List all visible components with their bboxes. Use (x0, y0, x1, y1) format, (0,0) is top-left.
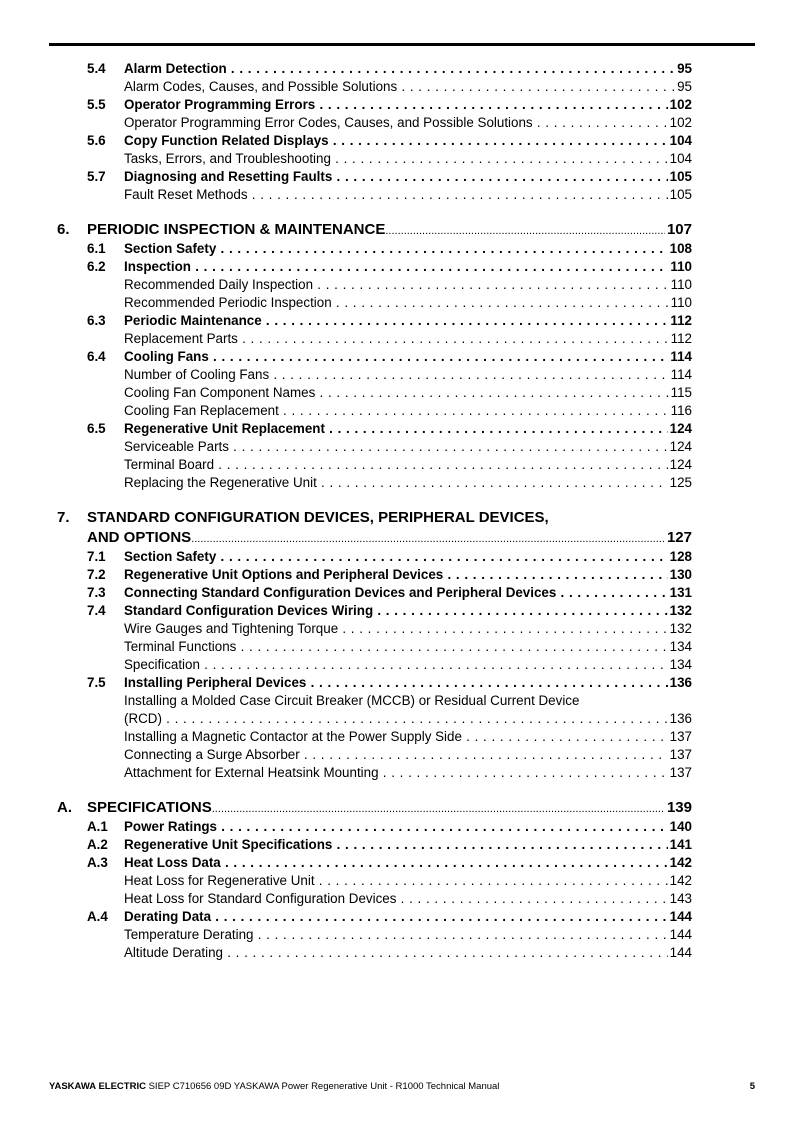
toc-subentry[interactable] (0, 294, 793, 312)
toc-entry-a-4[interactable] (0, 908, 793, 926)
toc-entry-page: 132 (669, 603, 692, 618)
toc-subentry[interactable] (0, 638, 793, 656)
toc-entry-title: Cooling Fans . . . (124, 348, 692, 366)
toc-entry-title: Operator Programming Errors . . . (124, 96, 692, 114)
toc-entry-number: A.1 (87, 819, 108, 834)
toc-subentry-title: Installing a Molded Case Circuit Breaker (MCCB) or Residual Current Device (124, 693, 580, 708)
toc-subentry[interactable] (0, 746, 793, 764)
toc-subentry-title: Connecting a Surge Absorber . . . (124, 746, 692, 764)
toc-entry-title: Section Safety . . . (124, 240, 692, 258)
toc-entry-number: 7.2 (87, 567, 106, 582)
toc-entry-title: Power Ratings . . . (124, 818, 692, 836)
toc-subentry[interactable] (0, 620, 793, 638)
toc-subentry-title-continued: (RCD) . . . (124, 710, 692, 728)
toc-entry-7-1[interactable] (0, 548, 793, 566)
toc-entry-number: 5.6 (87, 133, 106, 148)
toc-subentry-title: Fault Reset Methods . . . (124, 186, 692, 204)
footer-document-title: SIEP C710656 09D YASKAWA Power Regenerative Unit - R1000 Technical Manual (148, 1081, 500, 1092)
toc-entry-page: 112 (670, 313, 692, 328)
toc-subentry[interactable] (0, 710, 793, 728)
toc-subentry[interactable] (0, 330, 793, 348)
toc-subentry-page: 102 (669, 115, 692, 130)
toc-subentry[interactable] (0, 78, 793, 96)
toc-entry-title: Section Safety . . . (124, 548, 692, 566)
toc-entry-5-7[interactable] (0, 168, 793, 186)
toc-subentry-page: 137 (669, 729, 692, 744)
toc-subentry-title: Cooling Fan Replacement . . . (124, 402, 692, 420)
toc-entry-number: 5.4 (87, 61, 106, 76)
toc-subentry[interactable] (0, 474, 793, 492)
toc-subentry-page: 124 (669, 439, 692, 454)
toc-entry-title: Connecting Standard Configuration Devices and Peripheral Devices . . . (124, 584, 692, 602)
toc-subentry-page: 95 (677, 79, 692, 94)
toc-entry-a-2[interactable] (0, 836, 793, 854)
toc-entry-number: A.3 (87, 855, 108, 870)
toc-entry-page: 140 (669, 819, 692, 834)
toc-entry-page: 144 (669, 909, 692, 924)
toc-entry-a-3[interactable] (0, 854, 793, 872)
toc-subentry-page: 105 (669, 187, 692, 202)
toc-subentry-page: 110 (670, 295, 692, 310)
toc-subentry-page: 110 (670, 277, 692, 292)
toc-subentry[interactable] (0, 944, 793, 962)
toc-entry-5-6[interactable] (0, 132, 793, 150)
toc-subentry[interactable] (0, 366, 793, 384)
chapter-title: SPECIFICATIONS ..... (87, 798, 692, 819)
toc-entry-number: 6.2 (87, 259, 106, 274)
toc-subentry-title: Wire Gauges and Tightening Torque . . . (124, 620, 692, 638)
toc-entry-number: 7.4 (87, 603, 106, 618)
toc-entry-page: 114 (670, 349, 692, 364)
toc-subentry[interactable] (0, 872, 793, 890)
toc-subentry-page: 104 (669, 151, 692, 166)
toc-subentry-page: 136 (669, 711, 692, 726)
toc-chapter-6[interactable] (0, 220, 793, 240)
toc-subentry[interactable] (0, 926, 793, 944)
toc-subentry-page: 134 (669, 657, 692, 672)
toc-entry-page: 131 (669, 585, 692, 600)
toc-entry-page: 136 (669, 675, 692, 690)
toc-entry-number: 7.1 (87, 549, 106, 564)
toc-entry-page: 108 (669, 241, 692, 256)
toc-entry-7-3[interactable] (0, 584, 793, 602)
toc-subentry-title: Cooling Fan Component Names . . . (124, 384, 692, 402)
toc-subentry-page: 115 (670, 385, 692, 400)
toc-entry-title: Periodic Maintenance . . . (124, 312, 692, 330)
toc-subentry-page: 114 (670, 367, 692, 382)
toc-entry-7-2[interactable] (0, 566, 793, 584)
toc-subentry-page: 125 (669, 475, 692, 490)
toc-entry-number: 6.3 (87, 313, 106, 328)
footer-page-number: 5 (749, 1081, 755, 1092)
toc-subentry-page: 124 (669, 457, 692, 472)
toc-entry-title: Inspection . . . (124, 258, 692, 276)
toc-chapter-7-title-line1[interactable] (0, 508, 793, 528)
toc-subentry-title: Tasks, Errors, and Troubleshooting . . . (124, 150, 692, 168)
toc-entry-6-1[interactable] (0, 240, 793, 258)
toc-subentry-title: Temperature Derating . . . (124, 926, 692, 944)
toc-entry-number: 6.4 (87, 349, 106, 364)
toc-subentry-title: Serviceable Parts . . . (124, 438, 692, 456)
toc-subentry-title: Alarm Codes, Causes, and Possible Solutions . . . (124, 78, 692, 96)
footer-company: YASKAWA ELECTRIC (49, 1081, 146, 1092)
toc-subentry-title: Operator Programming Error Codes, Causes, and Possible Solutions . . . (124, 114, 692, 132)
toc-subentry-title: Recommended Daily Inspection . . . (124, 276, 692, 294)
toc-subentry-title: Number of Cooling Fans . . . (124, 366, 692, 384)
toc-entry-6-3[interactable] (0, 312, 793, 330)
toc-entry-page: 124 (669, 421, 692, 436)
chapter-number: A. (57, 799, 72, 816)
toc-subentry[interactable] (0, 384, 793, 402)
toc-subentry-title: Specification . . . (124, 656, 692, 674)
toc-entry-7-4[interactable] (0, 602, 793, 620)
toc-entry-6-4[interactable] (0, 348, 793, 366)
toc-entry-title: Diagnosing and Resetting Faults . . . (124, 168, 692, 186)
toc-entry-title: Heat Loss Data . . . (124, 854, 692, 872)
chapter-number: 7. (57, 509, 70, 526)
toc-subentry[interactable] (0, 150, 793, 168)
toc-subentry-title: Terminal Functions . . . (124, 638, 692, 656)
toc-subentry-title: Attachment for External Heatsink Mounting . . . (124, 764, 692, 782)
toc-subentry-page: 137 (669, 765, 692, 780)
toc-subentry-title: Installing a Magnetic Contactor at the Power Supply Side . . . (124, 728, 692, 746)
toc-chapter-7[interactable] (0, 528, 793, 548)
toc-entry-number: 7.3 (87, 585, 106, 600)
toc-subentry-page: 144 (669, 945, 692, 960)
toc-subentry[interactable] (0, 402, 793, 420)
chapter-title-continued: AND OPTIONS ..... (87, 528, 692, 549)
toc-subentry[interactable] (0, 890, 793, 908)
toc-subentry[interactable] (0, 456, 793, 474)
toc-entry-page: 128 (669, 549, 692, 564)
toc-subentry-title: Heat Loss for Standard Configuration Devices . . . (124, 890, 692, 908)
toc-subentry[interactable] (0, 656, 793, 674)
toc-entry-page: 130 (669, 567, 692, 582)
toc-entry-6-5[interactable] (0, 420, 793, 438)
toc-entry-number: 6.1 (87, 241, 106, 256)
toc-subentry[interactable] (0, 276, 793, 294)
toc-entry-title: Installing Peripheral Devices . . . (124, 674, 692, 692)
page-footer (49, 1081, 755, 1093)
toc-entry-number: 5.7 (87, 169, 106, 184)
toc-entry-5-4[interactable] (0, 60, 793, 78)
toc-chapter-a[interactable] (0, 798, 793, 818)
toc-subentry-page: 132 (669, 621, 692, 636)
toc-subentry-title: Recommended Periodic Inspection . . . (124, 294, 692, 312)
chapter-page: 107 (666, 221, 692, 238)
toc-subentry-page: 144 (669, 927, 692, 942)
toc-subentry[interactable] (0, 764, 793, 782)
chapter-title: STANDARD CONFIGURATION DEVICES, PERIPHERAL DEVICES, (87, 509, 549, 526)
toc-entry-6-2[interactable] (0, 258, 793, 276)
toc-subentry[interactable] (0, 114, 793, 132)
toc-subentry-title: Altitude Derating . . . (124, 944, 692, 962)
table-of-contents (0, 60, 793, 962)
toc-entry-7-5[interactable] (0, 674, 793, 692)
toc-entry-page: 102 (669, 97, 692, 112)
toc-subentry-page: 134 (669, 639, 692, 654)
toc-subentry-page: 116 (670, 403, 692, 418)
header-rule (49, 43, 755, 46)
toc-subentry-title: Heat Loss for Regenerative Unit . . . (124, 872, 692, 890)
chapter-page: 127 (666, 529, 692, 546)
toc-entry-page: 142 (669, 855, 692, 870)
toc-subentry-page: 137 (669, 747, 692, 762)
toc-subentry-title: Replacing the Regenerative Unit . . . (124, 474, 692, 492)
toc-subentry-title: Terminal Board . . . (124, 456, 692, 474)
toc-entry-title: Derating Data . . . (124, 908, 692, 926)
footer-doc-info (49, 1081, 499, 1092)
chapter-title: PERIODIC INSPECTION & MAINTENANCE ..... (87, 220, 692, 241)
toc-entry-page: 105 (669, 169, 692, 184)
toc-subentry-wrapped-line1[interactable] (0, 692, 793, 710)
toc-subentry[interactable] (0, 186, 793, 204)
toc-entry-title: Regenerative Unit Options and Peripheral Devices . . . (124, 566, 692, 584)
toc-entry-title: Regenerative Unit Specifications . . . (124, 836, 692, 854)
toc-entry-a-1[interactable] (0, 818, 793, 836)
toc-entry-page: 95 (677, 61, 692, 76)
toc-entry-5-5[interactable] (0, 96, 793, 114)
toc-subentry[interactable] (0, 438, 793, 456)
toc-entry-number: 7.5 (87, 675, 106, 690)
toc-subentry[interactable] (0, 728, 793, 746)
toc-entry-title: Regenerative Unit Replacement . . . (124, 420, 692, 438)
toc-entry-title: Copy Function Related Displays . . . (124, 132, 692, 150)
toc-subentry-title: Replacement Parts . . . (124, 330, 692, 348)
toc-entry-number: 6.5 (87, 421, 106, 436)
toc-entry-page: 110 (670, 259, 692, 274)
toc-entry-number: 5.5 (87, 97, 106, 112)
toc-entry-number: A.4 (87, 909, 108, 924)
chapter-number: 6. (57, 221, 70, 238)
toc-entry-page: 104 (669, 133, 692, 148)
toc-subentry-page: 143 (669, 891, 692, 906)
toc-entry-page: 141 (669, 837, 692, 852)
toc-entry-title: Standard Configuration Devices Wiring . . . (124, 602, 692, 620)
chapter-page: 139 (666, 799, 692, 816)
toc-subentry-page: 112 (670, 331, 692, 346)
toc-entry-title: Alarm Detection . . . (124, 60, 692, 78)
toc-entry-number: A.2 (87, 837, 108, 852)
toc-subentry-page: 142 (669, 873, 692, 888)
